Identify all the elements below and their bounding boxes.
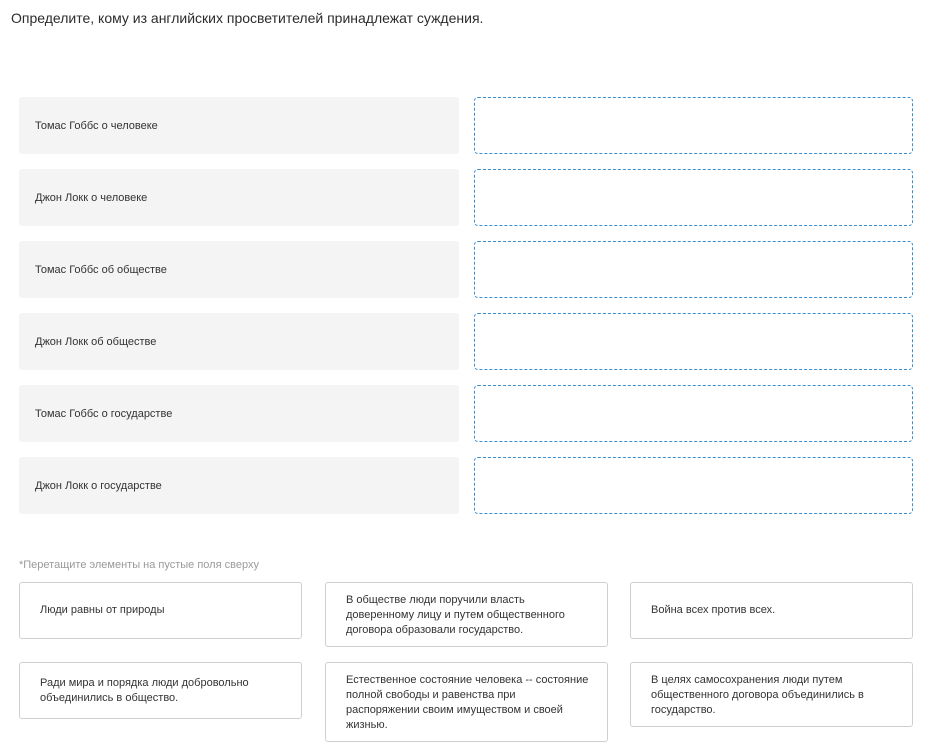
draggable-card[interactable]: В целях самосохранения люди путем общественного договора объединились в государство.	[630, 662, 913, 727]
draggable-card[interactable]: Естественное состояние человека -- состояние полной свободы и равенства при распоряжении своим имуществом и своей жизнью.	[325, 662, 608, 742]
matching-row	[19, 97, 913, 154]
drop-zone-locke-society[interactable]	[474, 313, 913, 370]
matching-row	[19, 241, 913, 298]
row-label-hobbes-state: Томас Гоббс о государстве	[19, 385, 459, 442]
row-label-locke-society: Джон Локк об обществе	[19, 313, 459, 370]
matching-row	[19, 313, 913, 370]
matching-row	[19, 169, 913, 226]
row-label-hobbes-man: Томас Гоббс о человеке	[19, 97, 459, 154]
matching-row	[19, 457, 913, 514]
drop-zone-hobbes-society[interactable]	[474, 241, 913, 298]
drop-zone-locke-state[interactable]	[474, 457, 913, 514]
matching-rows	[19, 97, 913, 529]
drag-hint: *Перетащите элементы на пустые поля сверху	[19, 559, 259, 571]
row-label-locke-man: Джон Локк о человеке	[19, 169, 459, 226]
draggable-card[interactable]: Люди равны от природы	[19, 582, 302, 639]
drop-zone-hobbes-state[interactable]	[474, 385, 913, 442]
drop-zone-hobbes-man[interactable]	[474, 97, 913, 154]
draggable-card[interactable]: В обществе люди поручили власть доверенному лицу и путем общественного договора образовали государство.	[325, 582, 608, 647]
matching-row	[19, 385, 913, 442]
drop-zone-locke-man[interactable]	[474, 169, 913, 226]
draggable-card[interactable]: Война всех против всех.	[630, 582, 913, 639]
question-text: Определите, кому из английских просветителей принадлежат суждения.	[11, 10, 484, 26]
row-label-locke-state: Джон Локк о государстве	[19, 457, 459, 514]
row-label-hobbes-society: Томас Гоббс об обществе	[19, 241, 459, 298]
draggable-card[interactable]: Ради мира и порядка люди добровольно объединились в общество.	[19, 662, 302, 719]
